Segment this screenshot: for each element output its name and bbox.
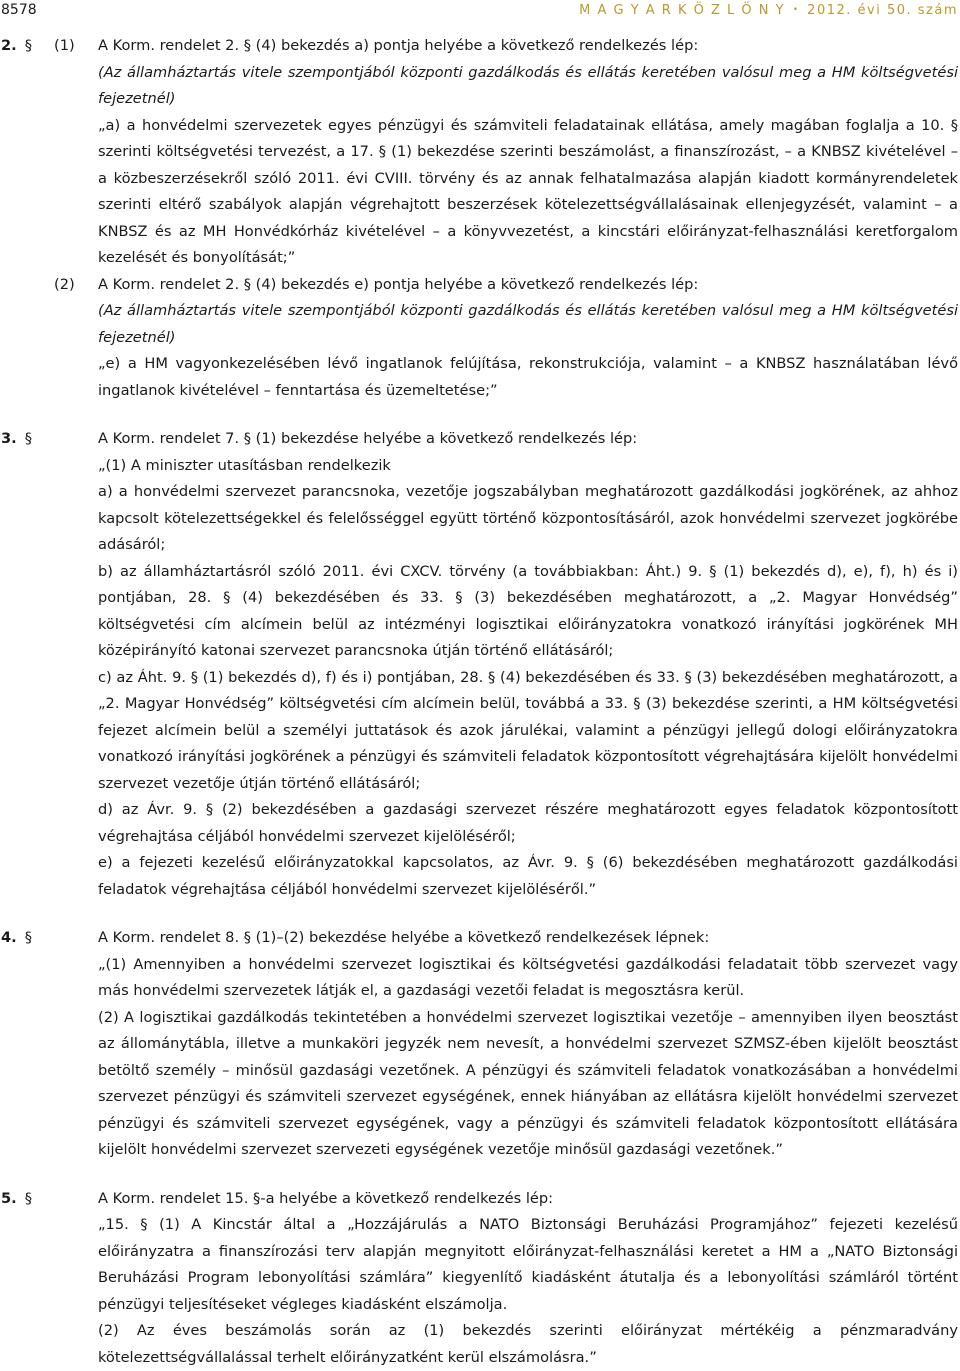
subsection-2	[98, 272, 958, 405]
amendment-intro: A Korm. rendelet 2. § (4) bekezdés e) pontja helyébe a következő rendelkezés lép:	[98, 272, 958, 299]
subsection-marker: (2)	[54, 272, 75, 299]
subsection-marker: (1)	[54, 33, 75, 60]
section-number: 2. §	[1, 33, 32, 60]
journal-title	[579, 0, 958, 24]
amendment-text: „(1) A miniszter utasításban rendelkezik	[98, 453, 958, 480]
amendment-heading: (Az államháztartás vitele szempontjából központi gazdálkodás és ellátás keretében valósul meg a HM költségvetési fejezetnél)	[98, 60, 958, 113]
document-body	[0, 33, 960, 1371]
list-point-b: b) az államháztartásról szóló 2011. évi CXCV. törvény (a továbbiakban: Áht.) 9. § (1) bekezdés d), e), f), h) és i) pontjában, 28. § (4) bekezdésében és 33. § (3) bekezdésében meghatározott, a „2. Magyar Honvédség” költségvetési cím alcímein belül az intézményi logisztikai előirányzatokra vonatkozó irányítási jogkörének MH középirányító katonai szervezet parancsnoka útján történő ellátásáról;	[98, 559, 958, 665]
amendment-intro: A Korm. rendelet 8. § (1)–(2) bekezdése helyébe a következő rendelkezések lépnek:	[98, 925, 958, 952]
amendment-paragraph-1: „15. § (1) A Kincstár által a „Hozzájárulás a NATO Biztonsági Beruházási Programjához” fejezeti kezelésű előirányzatra a finanszírozási terv alapján megnyitott előirányzat-felhasználási keretet a HM a „NATO Biztonsági Beruházási Program lebonyolítási számlára” kiegyenlítő kiadásként átutalja és a lebonyolítási számláról történt pénzügyi teljesítéseket végleges kiadásként elszámolja.	[98, 1212, 958, 1318]
section-3	[0, 426, 960, 903]
amendment-heading: (Az államháztartás vitele szempontjából központi gazdálkodás és ellátás keretében valósul meg a HM költségvetési fejezetnél)	[98, 298, 958, 351]
list-point-a: a) a honvédelmi szervezet parancsnoka, vezetője jogszabályban meghatározott gazdálkodási jogkörének, az ahhoz kapcsolt kötelezettségekkel és felelősséggel együtt történő központosításáról, azok honvédelmi szervezet jogkörébe adásáról;	[98, 479, 958, 559]
subsection-1	[98, 33, 958, 272]
list-point-e: e) a fejezeti kezelésű előirányzatokkal kapcsolatos, az Ávr. 9. § (6) bekezdésében meghatározott gazdálkodási feladatok végrehajtása céljából honvédelmi szervezet kijelöléséről.”	[98, 850, 958, 903]
amendment-text: „e) a HM vagyonkezelésében lévő ingatlanok felújítása, rekonstrukciója, valamint – a KNBSZ használatában lévő ingatlanok kivételével – fenntartása és üzemeltetése;”	[98, 351, 958, 404]
amendment-paragraph-1: „(1) Amennyiben a honvédelmi szervezet logisztikai és költségvetési gazdálkodási feladatait több szervezet vagy más honvédelmi szervezetek látják el, a gazdasági vezetői feladat is megosztásra kerül.	[98, 952, 958, 1005]
section-2	[0, 33, 960, 404]
list-point-d: d) az Ávr. 9. § (2) bekezdésében a gazdasági szervezet részére meghatározott egyes feladatok központosított végrehajtása céljából honvédelmi szervezet kijelöléséről;	[98, 797, 958, 850]
section-4	[0, 925, 960, 1164]
section-5	[0, 1186, 960, 1371]
page-number: 8578	[1, 0, 37, 24]
amendment-paragraph-2: (2) A logisztikai gazdálkodás tekintetében a honvédelmi szervezet logisztikai vezetője – amennyiben ilyen beosztást az állománytábla, illetve a munkaköri jegyzék nem nevesít, a honvédelmi szervezet SZMSZ-ében kijelölt beosztást betöltő személy – minősül gazdasági vezetőnek. A pénzügyi és számviteli feladatok vonatkozásában a honvédelmi szervezet pénzügyi és számviteli szervezet egységének, ennek hiányában az ellátásra kijelölt honvédelmi szervezet pénzügyi és számviteli szervezet egységének, vagy a pénzügyi és számviteli feladatok központosított ellátására kijelölt honvédelmi szervezet szervezeti egységének vezetője minősül gazdasági vezetőnek.”	[98, 1005, 958, 1164]
section-number: 4. §	[1, 925, 32, 952]
section-number: 3. §	[1, 426, 32, 453]
amendment-intro: A Korm. rendelet 15. §-a helyébe a következő rendelkezés lép:	[98, 1186, 958, 1213]
amendment-intro: A Korm. rendelet 7. § (1) bekezdése helyébe a következő rendelkezés lép:	[98, 426, 958, 453]
list-point-c: c) az Áht. 9. § (1) bekezdés d), f) és i) pontjában, 28. § (4) bekezdésében és 33. § (3) bekezdésében meghatározott, a „2. Magyar Honvédség” költségvetési cím alcímein belül, továbbá a 33. § (3) bekezdése szerinti, a HM költségvetési fejezet alcímein belül a személyi juttatások és azok járulékai, valamint a pénzügyi jellegű dologi előirányzatokra vonatkozó irányítási jogkörének a pénzügyi és számviteli feladatok központosított végrehajtására kijelölt honvédelmi szervezet vezetője útján történő ellátásáról;	[98, 665, 958, 798]
section-number: 5. §	[1, 1186, 32, 1213]
page-header	[0, 0, 960, 22]
amendment-text: „a) a honvédelmi szervezetek egyes pénzügyi és számviteli feladatainak ellátása, amely magában foglalja a 10. § szerinti költségvetési tervezést, a 17. § (1) bekezdése szerinti beszámolást, a finanszírozást, – a KNBSZ kivételével – a közbeszerzésekről szóló 2011. évi CVIII. törvény és az annak felhatalmazása alapján kiadott kormányrendeletek szerinti eltérő szabályok alapján végrehajtott beszerzések kötelezettségvállalásainak ellenjegyzését, valamint – a KNBSZ és az MH Honvédkórház kivételével – a könyvvezetést, a kincstári előirányzat-felhasználási keretforgalom kezelését és bonyolítását;”	[98, 113, 958, 272]
bullet-separator: •	[791, 5, 802, 15]
journal-name: M A G Y A R K Ö Z L Ö N Y	[579, 3, 785, 18]
amendment-paragraph-2: (2) Az éves beszámolás során az (1) bekezdés szerinti előirányzat mértékéig a pénzmaradvány kötelezettségvállalással terhelt előirányzatként kerül elszámolásra.”	[98, 1318, 958, 1371]
amendment-intro: A Korm. rendelet 2. § (4) bekezdés a) pontja helyébe a következő rendelkezés lép:	[98, 33, 958, 60]
issue-number: 2012. évi 50. szám	[807, 3, 958, 18]
